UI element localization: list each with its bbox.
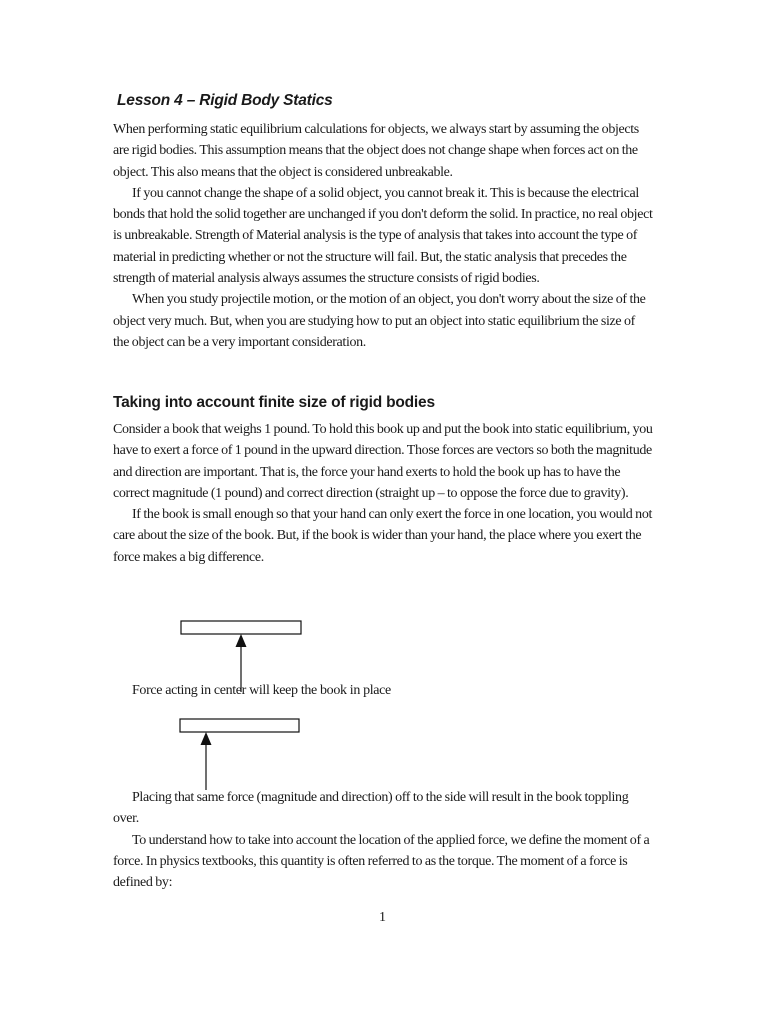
closing-paragraph-1: Placing that same force (magnitude and direction) off to the side will result in the book toppling over.: [113, 790, 629, 827]
page-number: 1: [379, 910, 386, 925]
intro-paragraph-3: When you study projectile motion, or the motion of an object, you don't worry about the size of the object very much. But, when you are studying how to put an object into static equilibrium the size of the object can be a very important consideration.: [113, 292, 646, 350]
figure-caption-centered-force: Force acting in center will keep the book in place: [132, 683, 391, 698]
moment-section: [113, 787, 653, 893]
section-heading: Taking into account finite size of rigid bodies: [113, 394, 435, 411]
section-paragraph-2: If the book is small enough so that your hand can only exert the force in one location, you would not care about the size of the book. But, if the book is wider than your hand, the place where you exert the force makes a big difference.: [113, 507, 653, 565]
finite-size-section: [113, 419, 653, 568]
section-paragraph-1: Consider a book that weighs 1 pound. To hold this book up and put the book into static equilibrium, you have to exert a force of 1 pound in the upward direction. Those forces are vectors so both the magnitude and direction are important. That is, the force your hand exerts to hold the book up has to have the correct magnitude (1 pound) and correct direction (straight up – to oppose the force due to gravity).: [113, 422, 653, 501]
document-page: [113, 0, 653, 1024]
intro-paragraph-1: When performing static equilibrium calculations for objects, we always start by assuming the objects are rigid bodies. This assumption means that the object does not change shape when forces act on the object. This also means that the object is considered unbreakable.: [113, 122, 639, 180]
closing-paragraph-2: To understand how to take into account the location of the applied force, we define the moment of a force. In physics textbooks, this quantity is often referred to as the torque. The moment of a force is defined by:: [113, 832, 650, 891]
intro-paragraph-2: If you cannot change the shape of a solid object, you cannot break it. This is because the electrical bonds that hold the solid together are unchanged if you don't deform the solid. In practice, no real object is unbreakable. Strength of Material analysis is the type of analysis that takes into account the type of material in predicting whether or not the structure will fail. But, the static analysis that precedes the strength of material analysis always assumes the structure consists of rigid bodies.: [113, 185, 653, 287]
intro-section: [113, 119, 653, 353]
lesson-title: Lesson 4 – Rigid Body Statics: [117, 92, 333, 109]
